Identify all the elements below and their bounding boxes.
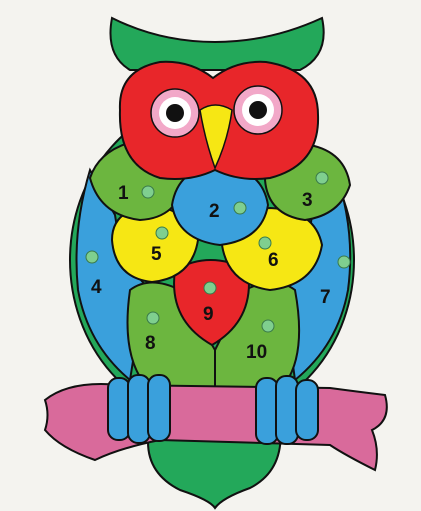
right-foot [256,376,318,444]
left-foot [108,375,170,443]
peg-knob-icon [338,256,350,268]
peg-knob-icon [234,202,246,214]
piece-number: 8 [145,333,156,354]
eye-right-pupil [249,101,267,119]
eye-left-pupil [166,104,184,122]
owl-ears [110,18,323,70]
peg-knob-icon [316,172,328,184]
peg-knob-icon [259,237,271,249]
piece-number: 2 [209,201,220,222]
piece-number: 9 [203,304,214,325]
peg-knob-icon [147,312,159,324]
piece-number: 1 [118,183,129,204]
peg-knob-icon [262,320,274,332]
peg-knob-icon [204,282,216,294]
piece-number: 4 [91,277,102,298]
piece-number: 3 [302,190,313,211]
peg-knob-icon [156,227,168,239]
piece-number: 6 [268,250,279,271]
piece-number: 7 [320,287,331,308]
piece-number: 5 [151,244,162,265]
piece-number: 10 [246,342,268,363]
peg-knob-icon [142,186,154,198]
peg-knob-icon [86,251,98,263]
